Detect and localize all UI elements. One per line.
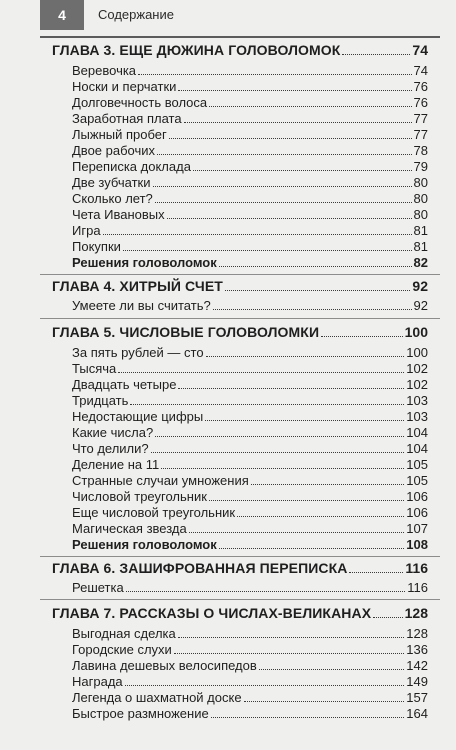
leader-dots — [225, 290, 410, 291]
leader-dots — [321, 336, 403, 337]
leader-dots — [157, 154, 412, 155]
toc-entry[interactable] — [72, 78, 428, 94]
leader-dots — [118, 372, 404, 373]
leader-dots — [151, 452, 405, 453]
chapter-heading[interactable] — [52, 320, 428, 340]
leader-dots — [161, 468, 404, 469]
entry-title: Числовой треугольник — [72, 489, 207, 504]
leader-dots — [373, 617, 403, 618]
leader-dots — [213, 309, 412, 310]
leader-dots — [189, 532, 405, 533]
chapter-page: 100 — [404, 324, 428, 340]
entry-page: 106 — [406, 489, 428, 504]
entry-title: Странные случаи умножения — [72, 473, 249, 488]
entry-title: Решетка — [72, 580, 124, 595]
section-title: Содержание — [98, 7, 174, 22]
entry-page: 77 — [413, 111, 428, 126]
entry-title: Долговечность волоса — [72, 95, 208, 110]
entry-page: 103 — [406, 409, 428, 424]
divider — [40, 318, 440, 319]
leader-dots — [153, 186, 412, 187]
entry-title: Какие числа? — [72, 425, 154, 440]
entry-page: 105 — [406, 457, 428, 472]
leader-dots — [126, 591, 406, 592]
toc-entry[interactable] — [72, 190, 428, 206]
toc-entry[interactable] — [72, 472, 428, 488]
toc-entry[interactable] — [72, 424, 428, 440]
entry-title: Выгодная сделка — [72, 626, 176, 641]
entry-title: Покупки — [72, 239, 121, 254]
leader-dots — [178, 90, 411, 91]
leader-dots — [251, 484, 405, 485]
entry-page: 76 — [413, 79, 428, 94]
leader-dots — [209, 106, 411, 107]
entry-page: 74 — [413, 63, 428, 78]
leader-dots — [206, 356, 405, 357]
entry-page: 102 — [406, 361, 428, 376]
chapter-title: ГЛАВА 3. ЕЩЕ ДЮЖИНА ГОЛОВОЛОМОК — [52, 42, 341, 58]
leader-dots — [237, 516, 404, 517]
toc-entry[interactable] — [72, 504, 428, 520]
toc-entry[interactable] — [72, 579, 428, 595]
chapter-page: 128 — [404, 605, 428, 621]
entry-page: 80 — [413, 175, 428, 190]
toc-entry[interactable] — [72, 520, 428, 536]
entry-page: 142 — [406, 658, 428, 673]
entry-page: 80 — [413, 191, 428, 206]
chapter-title: ГЛАВА 6. ЗАШИФРОВАННАЯ ПЕРЕПИСКА — [52, 560, 348, 576]
leader-dots — [193, 170, 412, 171]
entry-title: Носки и перчатки — [72, 79, 177, 94]
entry-title: Двадцать четыре — [72, 377, 177, 392]
leader-dots — [209, 500, 404, 501]
leader-dots — [169, 138, 412, 139]
entry-page: 128 — [406, 626, 428, 641]
entry-page: 77 — [413, 127, 428, 142]
toc-entry[interactable] — [72, 254, 428, 270]
entry-title: Игра — [72, 223, 101, 238]
toc-entry[interactable] — [72, 206, 428, 222]
entry-title: Заработная плата — [72, 111, 182, 126]
entry-page: 102 — [406, 377, 428, 392]
entry-title: Городские слухи — [72, 642, 172, 657]
toc-entry[interactable] — [72, 705, 428, 721]
leader-dots — [205, 420, 404, 421]
toc-entry[interactable] — [72, 126, 428, 142]
entry-title: Переписка доклада — [72, 159, 191, 174]
entry-title: Магическая звезда — [72, 521, 187, 536]
entry-page: 80 — [413, 207, 428, 222]
chapter-page: 116 — [405, 560, 428, 576]
toc-entry[interactable] — [72, 536, 428, 552]
leader-dots — [259, 669, 405, 670]
leader-dots — [174, 653, 404, 654]
toc-entry[interactable] — [72, 222, 428, 238]
toc-entry[interactable] — [72, 488, 428, 504]
page-header — [0, 0, 456, 30]
entry-page: 105 — [406, 473, 428, 488]
toc-entry[interactable] — [72, 689, 428, 705]
entry-page: 78 — [413, 143, 428, 158]
toc-entry[interactable] — [72, 456, 428, 472]
entry-page: 81 — [413, 239, 428, 254]
entry-page: 104 — [406, 425, 428, 440]
entry-page: 157 — [406, 690, 428, 705]
entry-title: Сколько лет? — [72, 191, 153, 206]
divider — [40, 599, 440, 600]
entry-title: Две зубчатки — [72, 175, 151, 190]
chapter-title: ГЛАВА 4. ХИТРЫЙ СЧЕТ — [52, 278, 223, 294]
leader-dots — [178, 637, 405, 638]
entry-title: Решения головоломок — [72, 537, 217, 552]
leader-dots — [155, 436, 404, 437]
leader-dots — [103, 234, 412, 235]
leader-dots — [349, 572, 403, 573]
entry-page: 76 — [413, 95, 428, 110]
entry-page: 107 — [406, 521, 428, 536]
entry-title: За пять рублей — сто — [72, 345, 204, 360]
chapter-title: ГЛАВА 5. ЧИСЛОВЫЕ ГОЛОВОЛОМКИ — [52, 324, 320, 340]
leader-dots — [342, 54, 410, 55]
toc-entry[interactable] — [72, 673, 428, 689]
leader-dots — [178, 388, 404, 389]
toc-entry[interactable] — [72, 376, 428, 392]
toc-entry[interactable] — [72, 174, 428, 190]
entry-title: Двое рабочих — [72, 143, 156, 158]
toc-entry[interactable] — [72, 360, 428, 376]
leader-dots — [211, 717, 405, 718]
toc-entry[interactable] — [72, 392, 428, 408]
leader-dots — [123, 250, 412, 251]
leader-dots — [219, 548, 405, 549]
page-number: 4 — [40, 0, 84, 30]
toc-entry[interactable] — [72, 344, 428, 360]
leader-dots — [138, 74, 411, 75]
leader-dots — [167, 218, 412, 219]
toc-entry[interactable] — [72, 625, 428, 641]
leader-dots — [244, 701, 405, 702]
entry-page: 164 — [406, 706, 428, 721]
entry-title: Веревочка — [72, 63, 137, 78]
leader-dots — [155, 202, 412, 203]
toc-entry[interactable] — [72, 142, 428, 158]
toc-entry[interactable] — [72, 238, 428, 254]
chapter-title: ГЛАВА 7. РАССКАЗЫ О ЧИСЛАХ-ВЕЛИКАНАХ — [52, 605, 372, 621]
entry-title: Быстрое размножение — [72, 706, 209, 721]
leader-dots — [184, 122, 412, 123]
toc-entry[interactable] — [72, 297, 428, 313]
entry-page: 92 — [413, 298, 428, 313]
entry-title: Лавина дешевых велосипедов — [72, 658, 257, 673]
leader-dots — [125, 685, 405, 686]
entry-page: 108 — [406, 537, 428, 552]
entry-page: 116 — [407, 580, 428, 595]
chapter-page: 92 — [412, 278, 428, 294]
entry-title: Что делили? — [72, 441, 149, 456]
toc-entry[interactable] — [72, 158, 428, 174]
entry-page: 136 — [406, 642, 428, 657]
toc-entry[interactable] — [72, 62, 428, 78]
entry-page: 103 — [406, 393, 428, 408]
entry-page: 104 — [406, 441, 428, 456]
chapter-heading[interactable] — [52, 556, 428, 576]
entry-page: 106 — [406, 505, 428, 520]
entry-page: 82 — [413, 255, 428, 270]
entry-page: 81 — [413, 223, 428, 238]
entry-page: 100 — [406, 345, 428, 360]
entry-title: Тридцать — [72, 393, 129, 408]
entry-title: Решения головоломок — [72, 255, 217, 270]
toc-entry[interactable] — [72, 408, 428, 424]
chapter-page: 74 — [412, 42, 428, 58]
chapter-heading[interactable] — [52, 38, 428, 58]
entry-title: Лыжный пробег — [72, 127, 167, 142]
toc-entry[interactable] — [72, 94, 428, 110]
leader-dots — [130, 404, 404, 405]
entry-title: Чета Ивановых — [72, 207, 165, 222]
leader-dots — [219, 266, 412, 267]
entry-title: Деление на 11 — [72, 457, 160, 472]
entry-title: Еще числовой треугольник — [72, 505, 236, 520]
entry-title: Умеете ли вы считать? — [72, 298, 211, 313]
entry-title: Награда — [72, 674, 123, 689]
toc-entry[interactable] — [72, 440, 428, 456]
entry-title: Тысяча — [72, 361, 117, 376]
entry-title: Легенда о шахматной доске — [72, 690, 242, 705]
entry-title: Недостающие цифры — [72, 409, 204, 424]
entry-page: 79 — [413, 159, 428, 174]
toc-entry[interactable] — [72, 657, 428, 673]
entry-page: 149 — [406, 674, 428, 689]
toc-entry[interactable] — [72, 110, 428, 126]
chapter-heading[interactable] — [52, 274, 428, 294]
toc-entry[interactable] — [72, 641, 428, 657]
chapter-heading[interactable] — [52, 601, 428, 621]
